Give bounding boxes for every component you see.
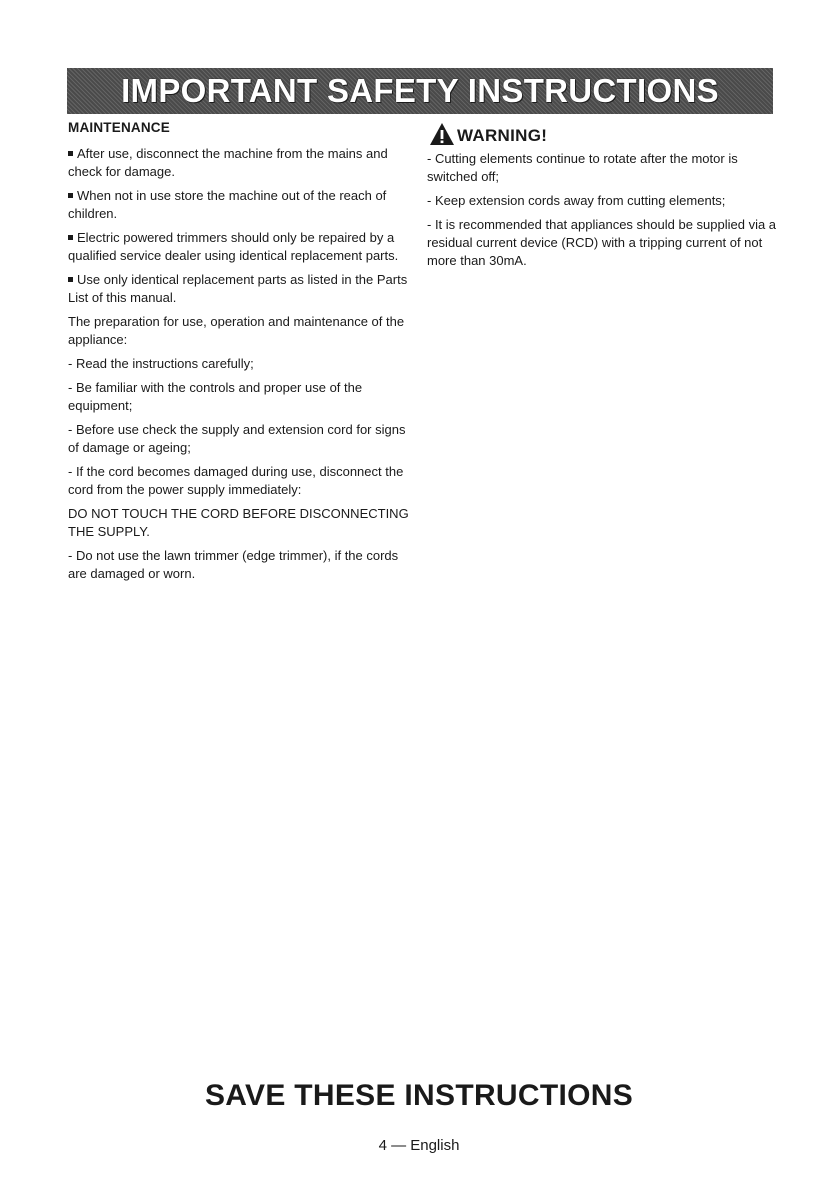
list-item: - Read the instructions carefully; [68, 356, 254, 371]
list-item: - Be familiar with the controls and proper use of the equipment; [68, 380, 363, 413]
bullet-icon [68, 193, 73, 198]
warning-item: - It is recommended that appliances should be supplied via a residual current device (RCD) with a tripping current of not more than 30mA. [427, 217, 777, 268]
warning-header [429, 118, 777, 146]
bullet-icon [68, 277, 73, 282]
list-item: - Do not use the lawn trimmer (edge trimmer), if the cords are damaged or worn. [68, 548, 399, 581]
bullet-icon [68, 151, 73, 156]
bullet-icon [68, 235, 73, 240]
bullet-item: Electric powered trimmers should only be repaired by a qualified service dealer using identical replacement parts. [68, 230, 399, 263]
save-instructions-heading: SAVE THESE INSTRUCTIONS [204, 1079, 634, 1112]
page-number: 4 — English [378, 1137, 460, 1154]
bullet-item: Use only identical replacement parts as listed in the Parts List of this manual. [68, 272, 408, 305]
bullet-item: After use, disconnect the machine from the mains and check for damage. [68, 146, 388, 179]
maintenance-intro: The preparation for use, operation and maintenance of the appliance: [68, 314, 405, 347]
page-title: IMPORTANT SAFETY INSTRUCTIONS [121, 72, 719, 109]
warning-section [427, 118, 777, 276]
list-item: - If the cord becomes damaged during use, disconnect the cord from the power supply immediately: [68, 464, 404, 497]
warning-item: - Cutting elements continue to rotate after the motor is switched off; [427, 151, 738, 184]
warning-triangle-icon [429, 122, 455, 146]
header-banner [67, 68, 773, 114]
warning-item: - Keep extension cords away from cutting elements; [427, 193, 726, 208]
list-item: - Before use check the supply and extension cord for signs of damage or ageing; [68, 422, 406, 455]
maintenance-section [68, 120, 416, 589]
warning-title: WARNING! [457, 126, 548, 145]
bullet-item: When not in use store the machine out of the reach of children. [68, 188, 387, 221]
caution-text: DO NOT TOUCH THE CORD BEFORE DISCONNECTING THE SUPPLY. [68, 506, 409, 539]
maintenance-heading: MAINTENANCE [68, 120, 170, 135]
